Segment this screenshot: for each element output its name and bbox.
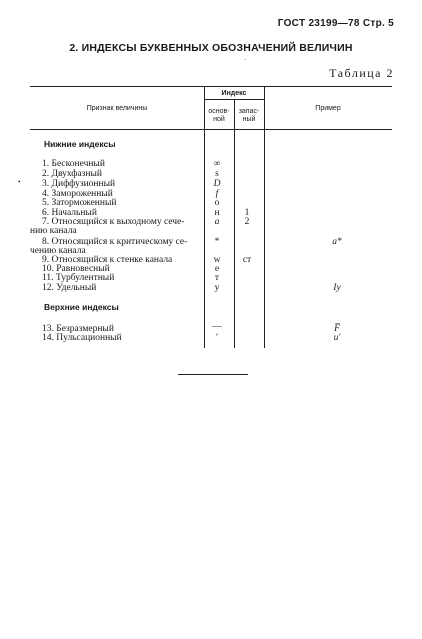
col-header-spare-l1: запас- bbox=[238, 108, 260, 115]
table-header-bottom-rule bbox=[30, 129, 392, 130]
col-header-spare-l2: ный bbox=[242, 116, 256, 123]
table-label: Таблица 2 bbox=[329, 66, 394, 80]
table-row: 2. Двухфазный bbox=[42, 169, 102, 179]
table-row: 12. Удельный bbox=[42, 283, 97, 293]
table-top-rule bbox=[30, 86, 392, 87]
table-row: 6. Начальный bbox=[42, 208, 97, 218]
table-row: 11. Турбулентный bbox=[42, 273, 115, 283]
cell-example: F̅ bbox=[334, 324, 340, 334]
col-header-main-l2: ной bbox=[213, 116, 225, 123]
cell-main: н bbox=[214, 208, 220, 218]
lower-indices-heading: Нижние индексы bbox=[44, 139, 116, 149]
col-header-main-l1: основ- bbox=[208, 108, 230, 115]
table-row: 5. Заторможенный bbox=[42, 198, 117, 208]
upper-indices-heading: Верхние индексы bbox=[44, 302, 119, 312]
cell-example: u′ bbox=[333, 333, 341, 343]
table-row: 1. Бесконечный bbox=[42, 159, 105, 169]
table-row: 4. Замороженный bbox=[42, 189, 113, 199]
scan-mark: • bbox=[18, 178, 21, 186]
table-row: 8. Относящийся к критическому се- bbox=[42, 237, 188, 247]
table-row: 10. Равновесный bbox=[42, 264, 110, 274]
col-header-index: Индекс bbox=[221, 90, 247, 97]
cell-spare: ст bbox=[242, 255, 252, 265]
section-title: 2. ИНДЕКСЫ БУКВЕННЫХ ОБОЗНАЧЕНИЙ ВЕЛИЧИН bbox=[69, 42, 353, 54]
cell-main: у bbox=[214, 283, 220, 293]
cell-main: о bbox=[214, 198, 220, 208]
cell-main: т bbox=[214, 273, 220, 283]
col-header-example: Пример bbox=[315, 105, 341, 112]
cell-example: a* bbox=[332, 237, 342, 247]
table-row: 7. Относящийся к выходному сече- bbox=[42, 217, 185, 227]
col-header-feature: Признак величины bbox=[86, 105, 148, 112]
cell-spare: 2 bbox=[244, 217, 250, 227]
cell-main: е bbox=[214, 264, 220, 274]
table-row-cont: нию канала bbox=[30, 226, 77, 236]
page-header: ГОСТ 23199—78 Стр. 5 bbox=[277, 18, 394, 29]
table-row: 14. Пульсационный bbox=[42, 333, 122, 343]
col-divider-3 bbox=[264, 86, 265, 348]
cell-main: D bbox=[213, 179, 221, 189]
end-rule bbox=[178, 374, 248, 375]
cell-main: — bbox=[212, 322, 222, 332]
table-row: 3. Диффузионный bbox=[42, 179, 116, 189]
cell-main: а bbox=[214, 217, 220, 227]
cell-main: ∞ bbox=[213, 159, 221, 169]
cell-main: w bbox=[213, 255, 221, 265]
table-row: 9. Относящийся к стенке канала bbox=[42, 255, 173, 265]
cell-spare: 1 bbox=[244, 208, 250, 218]
cell-main: f bbox=[215, 189, 219, 199]
cell-main: * bbox=[214, 237, 220, 247]
table-row: 13. Безразмерный bbox=[42, 324, 114, 334]
cell-main: s bbox=[215, 169, 219, 179]
cell-example: Iу bbox=[333, 283, 341, 293]
scan-mark: · bbox=[244, 56, 247, 64]
table-row-cont: чению канала bbox=[30, 246, 86, 256]
cell-main: ′ bbox=[215, 333, 219, 343]
